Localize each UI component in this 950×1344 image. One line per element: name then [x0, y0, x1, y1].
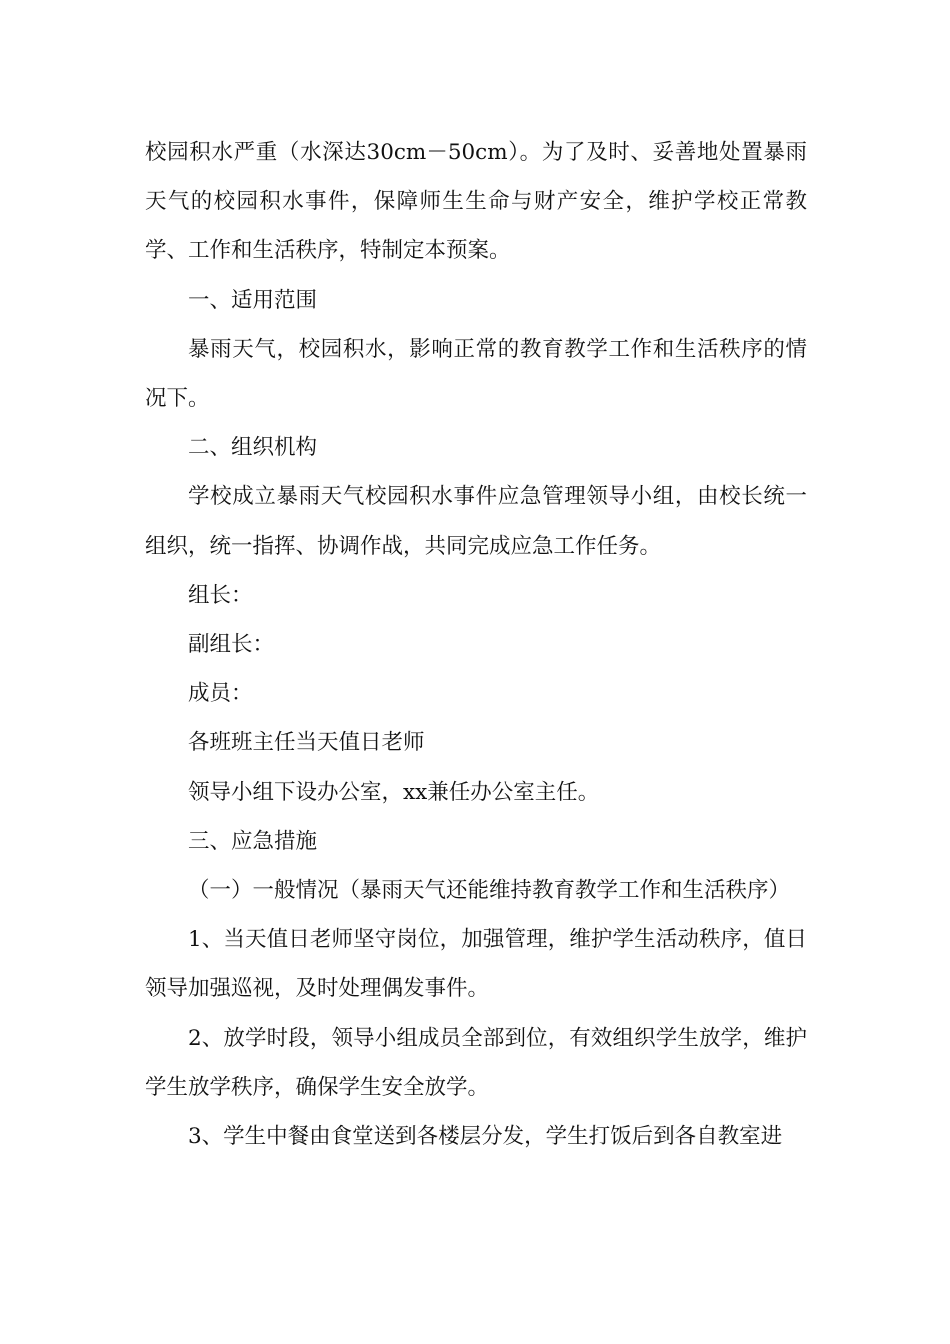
subheading-general-case: （一）一般情况（暴雨天气还能维持教育教学工作和生活秩序）: [188, 878, 791, 904]
line-members: 成员：: [188, 681, 253, 707]
heading-measures: 三、应急措施: [188, 828, 318, 854]
measure-item-2: 2、放学时段，领导小组成员全部到位，有效组织学生放学，维护学生放学秩序，确保学生安全放学。: [145, 1025, 807, 1100]
heading-scope: 一、适用范围: [188, 287, 318, 313]
line-class-teachers: 各班班主任当天值日老师: [188, 730, 425, 756]
line-deputy-leader: 副组长：: [188, 632, 275, 658]
measure-item-3: 3、学生中餐由食堂送到各楼层分发，学生打饭后到各自教室进: [188, 1124, 783, 1150]
heading-organization: 二、组织机构: [188, 435, 318, 461]
measure-item-1: 1、当天值日老师坚守岗位，加强管理，维护学生活动秩序，值日领导加强巡视，及时处理偶发事件。: [145, 927, 807, 1002]
document-body: [145, 128, 807, 1161]
line-group-leader: 组长：: [188, 582, 253, 608]
paragraph-intro: 校园积水严重（水深达30cm－50cm）。为了及时、妥善地处置暴雨天气的校园积水事件，保障师生生命与财产安全，维护学校正常教学、工作和生活秩序，特制定本预案。: [145, 140, 807, 264]
line-office: 领导小组下设办公室，xx兼任办公室主任。: [188, 779, 600, 805]
paragraph-scope: 暴雨天气，校园积水，影响正常的教育教学工作和生活秩序的情况下。: [145, 336, 807, 412]
paragraph-organization: 学校成立暴雨天气校园积水事件应急管理领导小组，由校长统一组织，统一指挥、协调作战，共同完成应急工作任务。: [145, 484, 807, 559]
